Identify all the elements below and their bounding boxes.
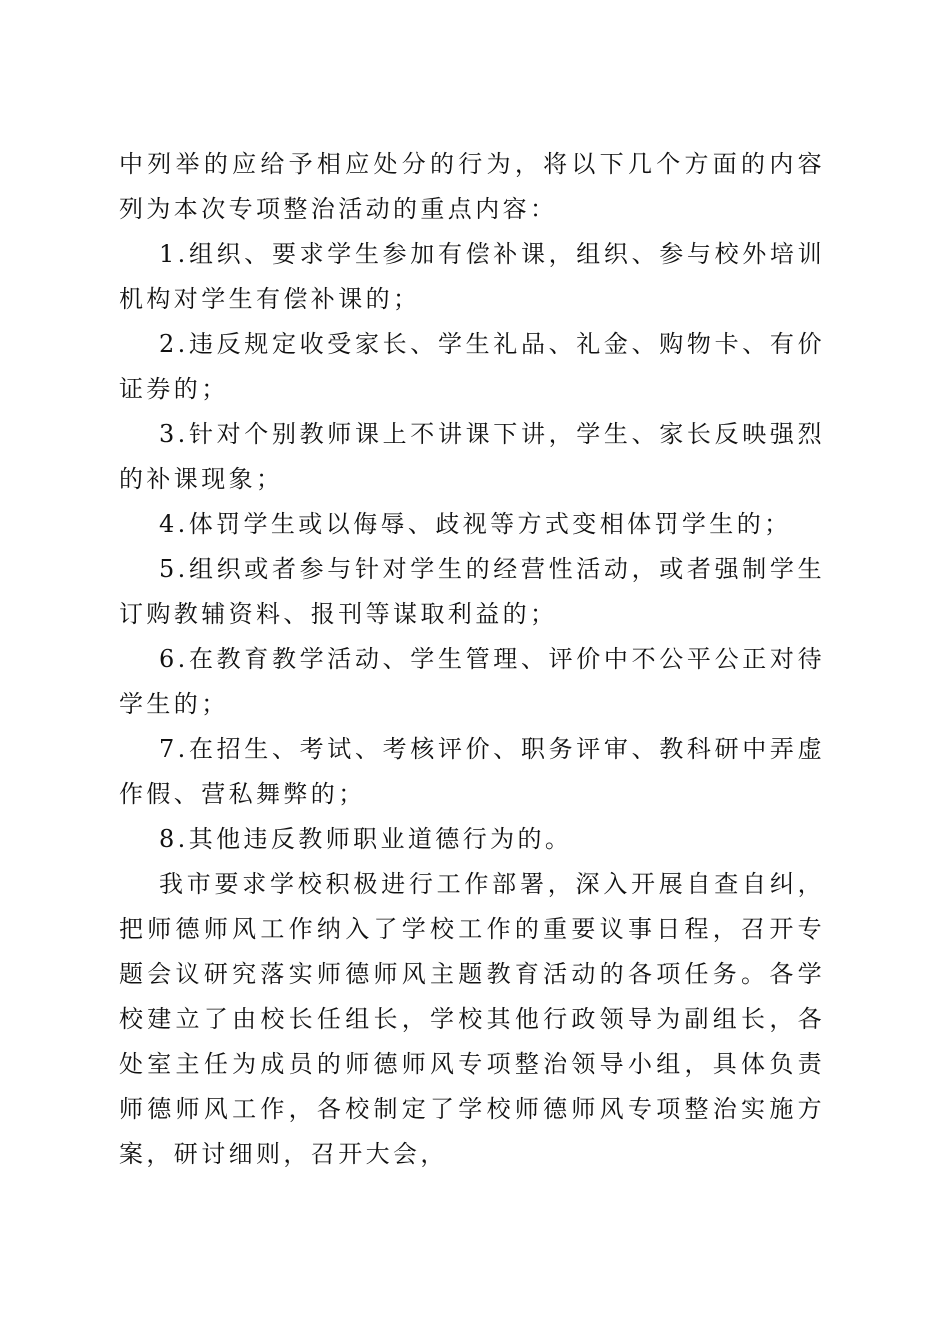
- paragraph-intro: 中列举的应给予相应处分的行为，将以下几个方面的内容列为本次专项整治活动的重点内容：: [119, 150, 825, 223]
- list-item-3: 3.针对个别教师课上不讲课下讲，学生、家长反映强烈的补课现象；: [119, 420, 825, 493]
- list-item-8: 8.其他违反教师职业道德行为的。: [159, 825, 573, 853]
- list-item-7: 7.在招生、考试、考核评价、职务评审、教科研中弄虚作假、营私舞弊的；: [119, 735, 825, 808]
- list-item-4: 4.体罚学生或以侮辱、歧视等方式变相体罚学生的；: [159, 510, 792, 538]
- list-item-1: 1.组织、要求学生参加有偿补课，组织、参与校外培训机构对学生有偿补课的；: [119, 240, 825, 313]
- paragraph-work-deployment: 我市要求学校积极进行工作部署，深入开展自查自纠，把师德师风工作纳入了学校工作的重要议事日程，召开专题会议研究落实师德师风主题教育活动的各项任务。各学校建立了由校长任组长，学校其他行政领导为副组长，各处室主任为成员的师德师风专项整治领导小组，具体负责师德师风工作，各校制定了学校师德师风专项整治实施方案，研讨细则，召开大会，: [119, 870, 825, 1168]
- list-item-6: 6.在教育教学活动、学生管理、评价中不公平公正对待学生的；: [119, 645, 825, 718]
- document-body: [119, 142, 825, 1177]
- list-item-2: 2.违反规定收受家长、学生礼品、礼金、购物卡、有价证券的；: [119, 330, 825, 403]
- list-item-5: 5.组织或者参与针对学生的经营性活动，或者强制学生订购教辅资料、报刊等谋取利益的；: [119, 555, 825, 628]
